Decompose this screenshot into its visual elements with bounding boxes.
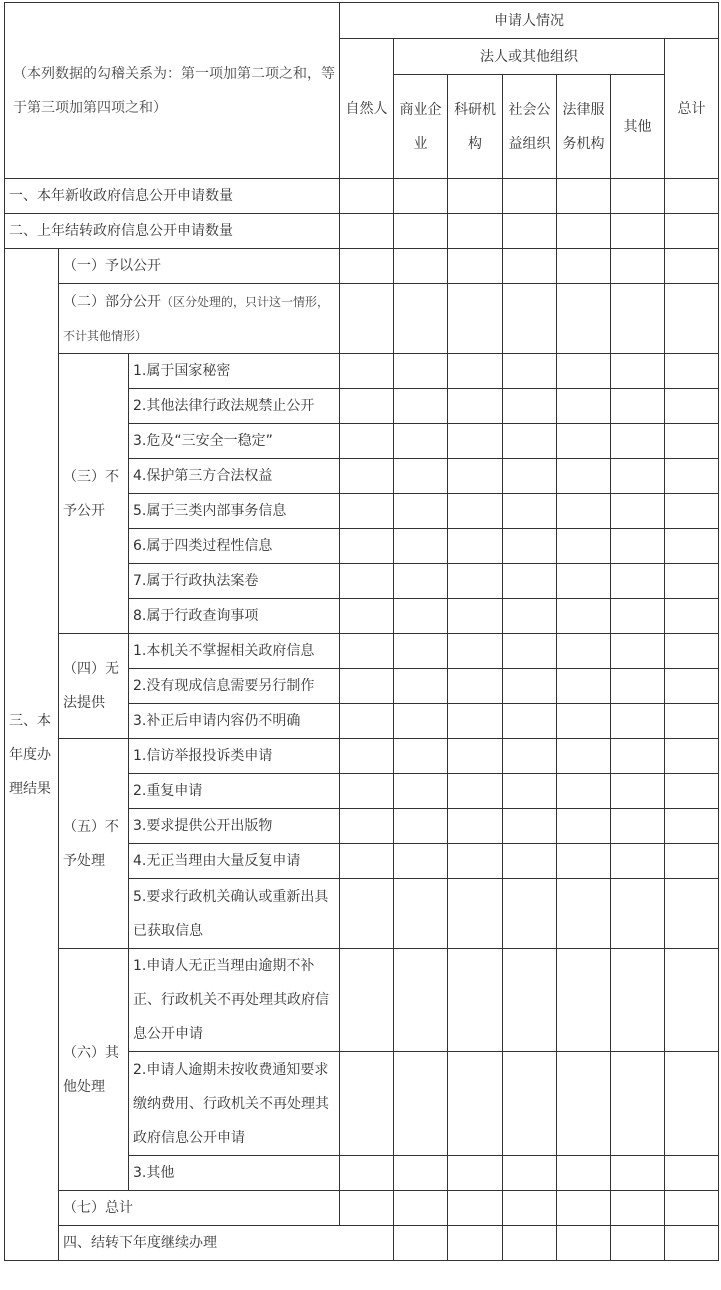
cell: [665, 809, 719, 844]
cell: [340, 354, 394, 389]
cell: [611, 179, 665, 214]
cell: [557, 704, 611, 739]
cell: [340, 494, 394, 529]
cell: [448, 599, 503, 634]
cell: [340, 459, 394, 494]
information-disclosure-table: [4, 2, 719, 1261]
cell: [340, 774, 394, 809]
not-process-item: 4.无正当理由大量反复申请: [129, 844, 340, 879]
cell: [448, 529, 503, 564]
cell: [394, 844, 448, 879]
cell: [394, 564, 448, 599]
cell: [557, 424, 611, 459]
cell: [557, 354, 611, 389]
cell: [340, 669, 394, 704]
applicant-status-header: 申请人情况: [340, 3, 719, 39]
refuse-item: 4.保护第三方合法权益: [129, 459, 340, 494]
cell: [448, 1052, 503, 1156]
cell: [557, 634, 611, 669]
partial-text: （二）部分公开: [63, 293, 161, 310]
cell: [340, 739, 394, 774]
cell: [503, 634, 557, 669]
subtotal-label: （七）总计: [59, 1191, 340, 1226]
cell: [340, 179, 394, 214]
cell: [611, 1191, 665, 1226]
cell: [340, 704, 394, 739]
cell: [611, 249, 665, 284]
cell: [503, 284, 557, 354]
cell: [503, 179, 557, 214]
cell: [394, 879, 448, 949]
cell: [665, 424, 719, 459]
not-process-item: 3.要求提供公开出版物: [129, 809, 340, 844]
cell: [448, 704, 503, 739]
cell: [557, 284, 611, 354]
not-process-item: 5.要求行政机关确认或重新出具已获取信息: [129, 879, 340, 949]
not-process-item: 1.信访举报投诉类申请: [129, 739, 340, 774]
carry-next-label: 四、结转下年度继续办理: [59, 1226, 394, 1261]
cell: [394, 389, 448, 424]
cell: [503, 1226, 557, 1261]
cell: [394, 179, 448, 214]
cell: [557, 739, 611, 774]
cell: [665, 1156, 719, 1191]
cell: [611, 214, 665, 249]
cell: [394, 1226, 448, 1261]
carried-over-label: 二、上年结转政府信息公开申请数量: [5, 214, 340, 249]
cell: [340, 389, 394, 424]
cell: [557, 249, 611, 284]
cell: [448, 949, 503, 1052]
cell: [557, 1156, 611, 1191]
cell: [448, 844, 503, 879]
cell: [503, 249, 557, 284]
cell: [503, 704, 557, 739]
relationship-note: （本列数据的勾稽关系为：第一项加第二项之和，等于第三项加第四项之和）: [5, 3, 340, 179]
new-requests-label: 一、本年新收政府信息公开申请数量: [5, 179, 340, 214]
cell: [340, 599, 394, 634]
cell: [503, 354, 557, 389]
cell: [557, 459, 611, 494]
cell: [448, 774, 503, 809]
cell: [394, 284, 448, 354]
refuse-item: 2.其他法律行政法规禁止公开: [129, 389, 340, 424]
cell: [557, 179, 611, 214]
refuse-item: 3.危及“三安全一稳定”: [129, 424, 340, 459]
cell: [340, 1156, 394, 1191]
legal-service-header: 法律服务机构: [557, 75, 611, 179]
partial-label: [59, 284, 340, 354]
cell: [394, 214, 448, 249]
cell: [448, 739, 503, 774]
natural-person-header: 自然人: [340, 39, 394, 179]
cell: [665, 949, 719, 1052]
cell: [340, 879, 394, 949]
cell: [503, 844, 557, 879]
cell: [394, 249, 448, 284]
cell: [665, 1226, 719, 1261]
unable-item: 1.本机关不掌握相关政府信息: [129, 634, 340, 669]
cell: [665, 774, 719, 809]
cell: [611, 389, 665, 424]
cell: [665, 494, 719, 529]
unable-label: （四）无法提供: [59, 634, 129, 739]
cell: [557, 774, 611, 809]
cell: [394, 949, 448, 1052]
cell: [665, 704, 719, 739]
cell: [448, 459, 503, 494]
cell: [611, 284, 665, 354]
not-process-item: 2.重复申请: [129, 774, 340, 809]
cell: [665, 284, 719, 354]
cell: [665, 389, 719, 424]
cell: [557, 564, 611, 599]
refuse-item: 6.属于四类过程性信息: [129, 529, 340, 564]
cell: [665, 669, 719, 704]
cell: [503, 739, 557, 774]
cell: [503, 494, 557, 529]
research-header: 科研机构: [448, 75, 503, 179]
cell: [665, 879, 719, 949]
cell: [448, 214, 503, 249]
cell: [503, 774, 557, 809]
refuse-item: 8.属于行政查询事项: [129, 599, 340, 634]
unable-item: 2.没有现成信息需要另行制作: [129, 669, 340, 704]
cell: [394, 599, 448, 634]
cell: [611, 774, 665, 809]
cell: [394, 634, 448, 669]
other-process-item: 1.申请人无正当理由逾期不补正、行政机关不再处理其政府信息公开申请: [129, 949, 340, 1052]
cell: [503, 809, 557, 844]
cell: [394, 739, 448, 774]
cell: [394, 529, 448, 564]
cell: [557, 669, 611, 704]
cell: [557, 809, 611, 844]
cell: [340, 809, 394, 844]
cell: [557, 599, 611, 634]
cell: [557, 389, 611, 424]
cell: [340, 529, 394, 564]
cell: [611, 1226, 665, 1261]
cell: [448, 809, 503, 844]
cell: [557, 1191, 611, 1226]
cell: [394, 1156, 448, 1191]
cell: [448, 669, 503, 704]
cell: [448, 179, 503, 214]
cell: [448, 1226, 503, 1261]
partial-note: （区分处理的，只计这一情形，不计其他情形）: [63, 294, 330, 343]
cell: [611, 424, 665, 459]
total-header: 总计: [665, 39, 719, 179]
cell: [448, 389, 503, 424]
cell: [503, 424, 557, 459]
cell: [340, 844, 394, 879]
cell: [503, 1191, 557, 1226]
cell: [394, 1191, 448, 1226]
cell: [503, 1052, 557, 1156]
results-label: 三、本年度办理结果: [5, 249, 59, 1261]
cell: [394, 354, 448, 389]
cell: [665, 529, 719, 564]
cell: [665, 844, 719, 879]
cell: [665, 1191, 719, 1226]
refuse-item: 5.属于三类内部事务信息: [129, 494, 340, 529]
cell: [611, 704, 665, 739]
cell: [340, 1191, 394, 1226]
refuse-label: （三）不予公开: [59, 354, 129, 634]
cell: [503, 1156, 557, 1191]
cell: [448, 879, 503, 949]
cell: [557, 879, 611, 949]
cell: [394, 809, 448, 844]
other-process-item: 2.申请人逾期未按收费通知要求缴纳费用、行政机关不再处理其政府信息公开申请: [129, 1052, 340, 1156]
cell: [394, 669, 448, 704]
cell: [611, 879, 665, 949]
cell: [665, 459, 719, 494]
cell: [448, 249, 503, 284]
cell: [340, 214, 394, 249]
cell: [340, 634, 394, 669]
cell: [503, 564, 557, 599]
cell: [665, 214, 719, 249]
other-process-item: 3.其他: [129, 1156, 340, 1191]
cell: [503, 459, 557, 494]
other-header: 其他: [611, 75, 665, 179]
cell: [665, 249, 719, 284]
cell: [448, 1191, 503, 1226]
cell: [340, 424, 394, 459]
cell: [340, 564, 394, 599]
cell: [394, 774, 448, 809]
cell: [611, 844, 665, 879]
cell: [665, 354, 719, 389]
cell: [665, 179, 719, 214]
cell: [557, 529, 611, 564]
cell: [611, 459, 665, 494]
cell: [665, 599, 719, 634]
cell: [448, 424, 503, 459]
cell: [448, 564, 503, 599]
cell: [557, 844, 611, 879]
cell: [611, 1052, 665, 1156]
other-process-label: （六）其他处理: [59, 949, 129, 1191]
cell: [557, 494, 611, 529]
cell: [611, 809, 665, 844]
cell: [557, 214, 611, 249]
cell: [340, 249, 394, 284]
cell: [611, 599, 665, 634]
refuse-item: 1.属于国家秘密: [129, 354, 340, 389]
cell: [394, 424, 448, 459]
cell: [557, 1226, 611, 1261]
cell: [665, 564, 719, 599]
cell: [611, 529, 665, 564]
cell: [611, 494, 665, 529]
cell: [503, 949, 557, 1052]
cell: [503, 599, 557, 634]
cell: [448, 494, 503, 529]
cell: [665, 739, 719, 774]
legal-entities-header: 法人或其他组织: [394, 39, 665, 75]
commercial-header: 商业企业: [394, 75, 448, 179]
grant-label: （一）予以公开: [59, 249, 340, 284]
cell: [394, 1052, 448, 1156]
cell: [503, 214, 557, 249]
cell: [340, 284, 394, 354]
cell: [394, 459, 448, 494]
cell: [448, 354, 503, 389]
not-process-label: （五）不予处理: [59, 739, 129, 949]
cell: [611, 1156, 665, 1191]
cell: [611, 634, 665, 669]
cell: [448, 1156, 503, 1191]
cell: [665, 1052, 719, 1156]
refuse-item: 7.属于行政执法案卷: [129, 564, 340, 599]
cell: [611, 949, 665, 1052]
cell: [394, 704, 448, 739]
cell: [557, 1052, 611, 1156]
cell: [394, 494, 448, 529]
cell: [503, 879, 557, 949]
cell: [340, 1052, 394, 1156]
cell: [611, 564, 665, 599]
cell: [448, 284, 503, 354]
cell: [611, 669, 665, 704]
public-welfare-header: 社会公益组织: [503, 75, 557, 179]
cell: [665, 634, 719, 669]
cell: [340, 949, 394, 1052]
cell: [503, 669, 557, 704]
cell: [611, 354, 665, 389]
cell: [503, 529, 557, 564]
unable-item: 3.补正后申请内容仍不明确: [129, 704, 340, 739]
cell: [503, 389, 557, 424]
cell: [611, 739, 665, 774]
cell: [448, 634, 503, 669]
cell: [557, 949, 611, 1052]
